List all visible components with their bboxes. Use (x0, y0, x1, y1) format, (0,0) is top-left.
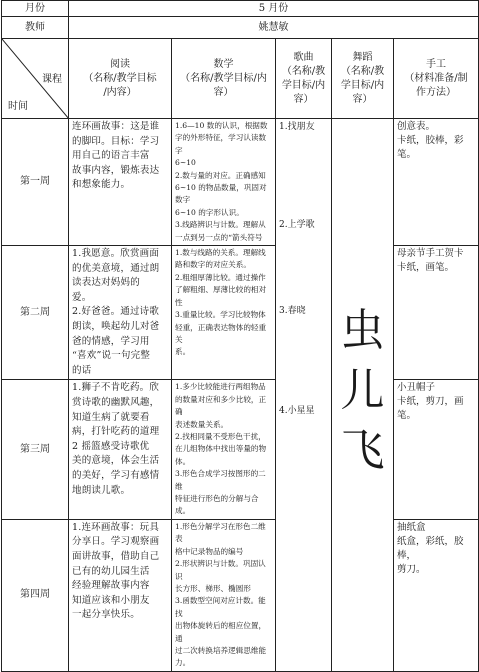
song-item: 3.春晓 (279, 306, 306, 316)
craft-cell: 抽纸盒 纸盒，彩纸，胶棒， 剪刀。 (394, 519, 479, 671)
math-cell: 1.多少比较能进行两组物品 的数量对应和多少比较，正确 表述数量关系。 2.找相同量不受形色干扰， 在儿组物体中找出等量的物 体。 3.形色合成学习按图形的二维 特征进行形色的分解与合成。 (172, 380, 276, 519)
week-label: 第二周 (2, 246, 69, 380)
month-label: 月份 (2, 1, 69, 17)
table-row (2, 380, 479, 519)
lesson-plan-table (1, 0, 479, 672)
craft-cell: 创意表。 卡纸，胶棒，彩笔。 (394, 119, 479, 246)
dance-title-char: 飞 (340, 424, 385, 476)
song-item: 4.小星星 (279, 406, 315, 416)
reading-cell: 1.我愿意。欣赏画面 的优美意境，通过朗 读表达对妈妈的 爱。 2.好爸爸。通过诗歌 朗读，唤起幼儿对爸 爸的情感，学习用 “喜欢”说一句完整 的话 (69, 246, 172, 380)
week-label: 第四周 (2, 519, 69, 671)
math-cell: 1.6—10 数的认识，根据数 字的外形特征，学习认读数字 6~10 2.数与量的对应。正确感知 6~10 的物品数量，巩固对数字 6~10 的字形认识。 3.线路辨识与计数。理解从 一点到另一点的“箭头符号 (172, 119, 276, 246)
reading-header: 阅读 （名称/教学目标 /内容） (69, 39, 172, 119)
dance-title-char: 虫 (340, 304, 385, 356)
reading-cell: 1.狮子不肯吃药。欣 赏诗歌的幽默风趣， 知道生病了就要看 病，打针吃药的道理 2 摇篮感受诗歌优 美的意境，体会生活 的美好，学习有感情 地朗读儿歌。 (69, 380, 172, 519)
table-row (2, 246, 479, 380)
teacher-label: 教师 (2, 17, 69, 39)
reading-cell: 连环画故事：这是谁 的脚印。目标：学习 用自己的语言丰富 故事内容，锻炼表达 和想象能力。 (69, 119, 172, 246)
table-row (2, 519, 479, 671)
math-header: 数学 （名称/教学目标/内 容） (172, 39, 276, 119)
dance-header: 舞蹈 （名称/教 学目标/内 容） (332, 39, 394, 119)
table-row (2, 119, 479, 246)
song-item: 2.上学歌 (279, 220, 315, 230)
corner-header (2, 39, 69, 119)
craft-cell: 母亲节手工贺卡 卡纸，画笔。 (394, 246, 479, 380)
math-cell: 1.数与线路的关系。理解线 路和数字的对应关系。 2.粗细厚薄比较。通过操作 了解粗细、厚薄比较的相对性 3.重量比较。学习比较物体 轻重，正确表达物体的轻重关 系。 (172, 246, 276, 380)
teacher-value: 姚慧敏 (69, 17, 479, 39)
song-header: 歌曲 （名称/教 学目标/内 容） (276, 39, 332, 119)
song-item: 1.找朋友 (279, 122, 315, 132)
corner-course-label: 课程 (42, 74, 62, 85)
week-label: 第三周 (2, 380, 69, 519)
song-cell (276, 119, 332, 672)
craft-cell: 小丑帽子 卡纸，剪刀，画笔。 (394, 380, 479, 519)
craft-header: 手工 （材料准备/制 作方法） (394, 39, 479, 119)
reading-cell: 1.连环画故事：玩具 分享日。学习观察画 面讲故事，借助自己 已有的幼儿园生活 经验理解故事内容 知道应该和小朋友 一起分享快乐。 (69, 519, 172, 671)
math-cell: 1.形色分解学习在形色二维表 格中记录物品的编号 2.形状辨识与计数。巩固认识 长方形、梯形、椭圆形 3.函数型空间对应计数。能找 出物体旋转后的相应位置，通 过二次转换培养逻辑思维能 力。 (172, 519, 276, 671)
month-value: 5 月份 (69, 1, 479, 17)
dance-title-char: 儿 (340, 364, 385, 416)
week-label: 第一周 (2, 119, 69, 246)
corner-time-label: 时间 (8, 101, 28, 112)
dance-cell (332, 119, 394, 672)
